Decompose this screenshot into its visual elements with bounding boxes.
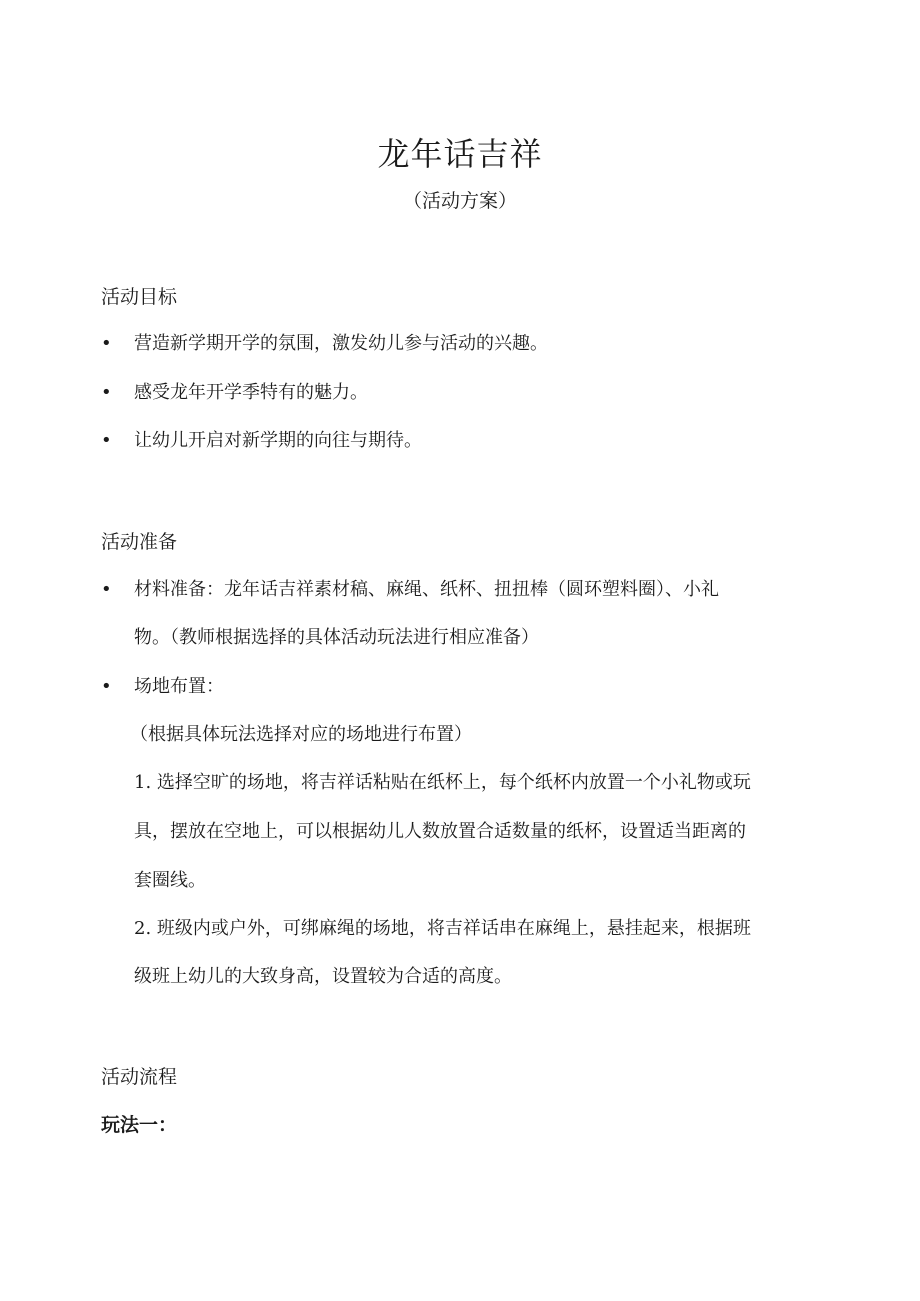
bullet-icon: •: [101, 430, 112, 451]
venue-item-2-line-2: 级班上幼儿的大致身高，设置较为合适的高度。: [134, 966, 512, 987]
bullet-icon: •: [101, 676, 112, 697]
section-heading-goals: 活动目标: [101, 286, 178, 308]
venue-label: 场地布置：: [134, 676, 224, 697]
materials-line-2: 物。（教师根据选择的具体活动玩法进行相应准备）: [134, 627, 539, 648]
bullet-icon: •: [101, 382, 112, 403]
document-title: 龙年话吉祥: [377, 135, 543, 173]
venue-item-1-line-1: 1. 选择空旷的场地，将吉祥话粘贴在纸杯上，每个纸杯内放置一个小礼物或玩: [134, 772, 751, 793]
section-heading-process: 活动流程: [101, 1066, 178, 1088]
goal-item-text: 让幼儿开启对新学期的向往与期待。: [134, 430, 422, 451]
goal-item-text: 感受龙年开学季特有的魅力。: [134, 382, 368, 403]
venue-note: （根据具体玩法选择对应的场地进行布置）: [130, 724, 472, 745]
document-subtitle: （活动方案）: [402, 190, 517, 212]
venue-item-2-line-1: 2. 班级内或户外，可绑麻绳的场地，将吉祥话串在麻绳上，悬挂起来，根据班: [134, 918, 751, 939]
bullet-icon: •: [101, 333, 112, 354]
goal-item-text: 营造新学期开学的氛围，激发幼儿参与活动的兴趣。: [134, 333, 548, 354]
method-1-heading: 玩法一：: [101, 1114, 178, 1136]
venue-item-1-line-2: 具，摆放在空地上，可以根据幼儿人数放置合适数量的纸杯，设置适当距离的: [134, 821, 746, 842]
bullet-icon: •: [101, 579, 112, 600]
section-heading-preparation: 活动准备: [101, 531, 178, 553]
venue-item-1-line-3: 套圈线。: [134, 870, 206, 891]
materials-line-1: 材料准备：龙年话吉祥素材稿、麻绳、纸杯、扭扭棒（圆环塑料圈）、小礼: [134, 579, 719, 600]
